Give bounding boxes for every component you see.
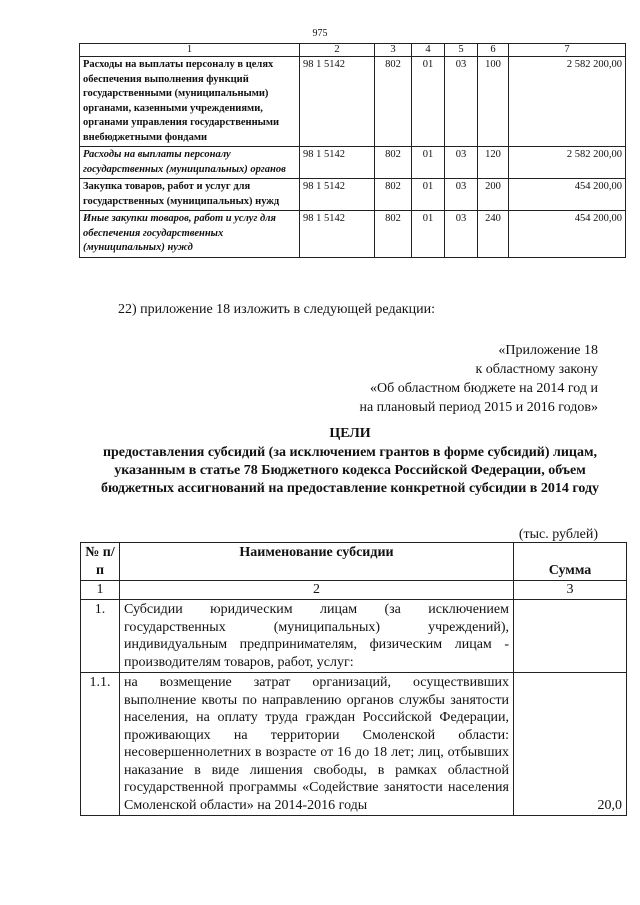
budget-table [79, 43, 626, 258]
ministry-code: 802 [375, 211, 412, 258]
section-code: 01 [412, 147, 445, 179]
appendix-line: «Об областном бюджете на 2014 год и [370, 381, 598, 396]
budget-header-cell: 7 [509, 44, 626, 57]
subsidy-name: на возмещение затрат организаций, осуществивших выполнение квоты по направлению органов службы занятости населения, на оплату труда граждан Российской Федерации, проживающих на территории Смоленской области: несовершеннолетних в возрасте от 16 до 18 лет; лиц, отбывших наказание в виде лишения свободы, в рамках областной государственной программы «Содействие занятости населения Смоленской области» на 2014-2016 годы [120, 673, 514, 816]
row-number: 1.1. [81, 673, 120, 816]
budget-table-header [80, 44, 626, 57]
budget-header-cell: 6 [478, 44, 509, 57]
header-num: № п/п [81, 543, 120, 581]
target-code: 98 1 5142 [300, 179, 375, 211]
expense-type-code: 120 [478, 147, 509, 179]
ministry-code: 802 [375, 147, 412, 179]
col-number: 3 [514, 581, 627, 600]
units-label: (тыс. рублей) [518, 527, 598, 542]
amount: 2 582 200,00 [509, 147, 626, 179]
appendix-line: «Приложение 18 [498, 343, 598, 358]
table-row [80, 57, 626, 147]
budget-header-cell: 4 [412, 44, 445, 57]
subsidy-name: Субсидии юридическим лицам (за исключением государственных (муниципальных) учреждений), индивидуальным предпринимателям, физическим лицам - производителям товаров, работ, услуг: [120, 600, 514, 673]
table-row [81, 673, 627, 816]
table-row [80, 179, 626, 211]
subsidy-amount: 20,0 [514, 673, 627, 816]
budget-header-cell: 2 [300, 44, 375, 57]
appendix-line: к областному закону [475, 362, 598, 377]
budget-header-cell: 3 [375, 44, 412, 57]
appendix-reference [359, 341, 598, 417]
expense-type-code: 100 [478, 57, 509, 147]
table-row [80, 147, 626, 179]
expense-name: Расходы на выплаты персоналу государственных (муниципальных) органов [80, 147, 300, 179]
amount: 2 582 200,00 [509, 57, 626, 147]
amount: 454 200,00 [509, 211, 626, 258]
expense-type-code: 200 [478, 179, 509, 211]
amendment-text: 22) приложение 18 изложить в следующей редакции: [118, 302, 435, 317]
heading-title: ЦЕЛИ [329, 426, 371, 441]
subsidy-amount [514, 600, 627, 673]
target-code: 98 1 5142 [300, 57, 375, 147]
appendix-line: на плановый период 2015 и 2016 годов» [359, 400, 598, 415]
section-code: 01 [412, 211, 445, 258]
table-row [80, 211, 626, 258]
ministry-code: 802 [375, 179, 412, 211]
target-code: 98 1 5142 [300, 147, 375, 179]
column-number-row [81, 581, 627, 600]
subsidy-table [80, 542, 627, 816]
section-code: 01 [412, 179, 445, 211]
budget-header-cell: 1 [80, 44, 300, 57]
subsection-code: 03 [445, 57, 478, 147]
section-code: 01 [412, 57, 445, 147]
document-heading [80, 425, 620, 498]
col-number: 1 [81, 581, 120, 600]
row-number: 1. [81, 600, 120, 673]
heading-text: предоставления субсидий (за исключением грантов в форме субсидий) лицам, указанным в статье 78 Бюджетного кодекса Российской Федерации, объем бюджетных ассигнований на предоставление конкретной субсидии в 2014 году [100, 445, 600, 496]
expense-name: Расходы на выплаты персоналу в целях обеспечения выполнения функций государственными (муниципальными) органами, казенными учреждениями, органами управления государственными внебюджетными фондами [80, 57, 300, 147]
subsection-code: 03 [445, 147, 478, 179]
amount: 454 200,00 [509, 179, 626, 211]
target-code: 98 1 5142 [300, 211, 375, 258]
expense-name: Иные закупки товаров, работ и услуг для обеспечения государственных (муниципальных) нужд [80, 211, 300, 258]
ministry-code: 802 [375, 57, 412, 147]
table-row [81, 600, 627, 673]
expense-name: Закупка товаров, работ и услуг для государственных (муниципальных) нужд [80, 179, 300, 211]
header-name: Наименование субсидии [120, 543, 514, 581]
expense-type-code: 240 [478, 211, 509, 258]
col-number: 2 [120, 581, 514, 600]
budget-header-cell: 5 [445, 44, 478, 57]
subsidy-table-header [81, 543, 627, 581]
subsection-code: 03 [445, 179, 478, 211]
page-number: 975 [312, 28, 328, 39]
header-sum: Сумма [514, 543, 627, 581]
subsection-code: 03 [445, 211, 478, 258]
